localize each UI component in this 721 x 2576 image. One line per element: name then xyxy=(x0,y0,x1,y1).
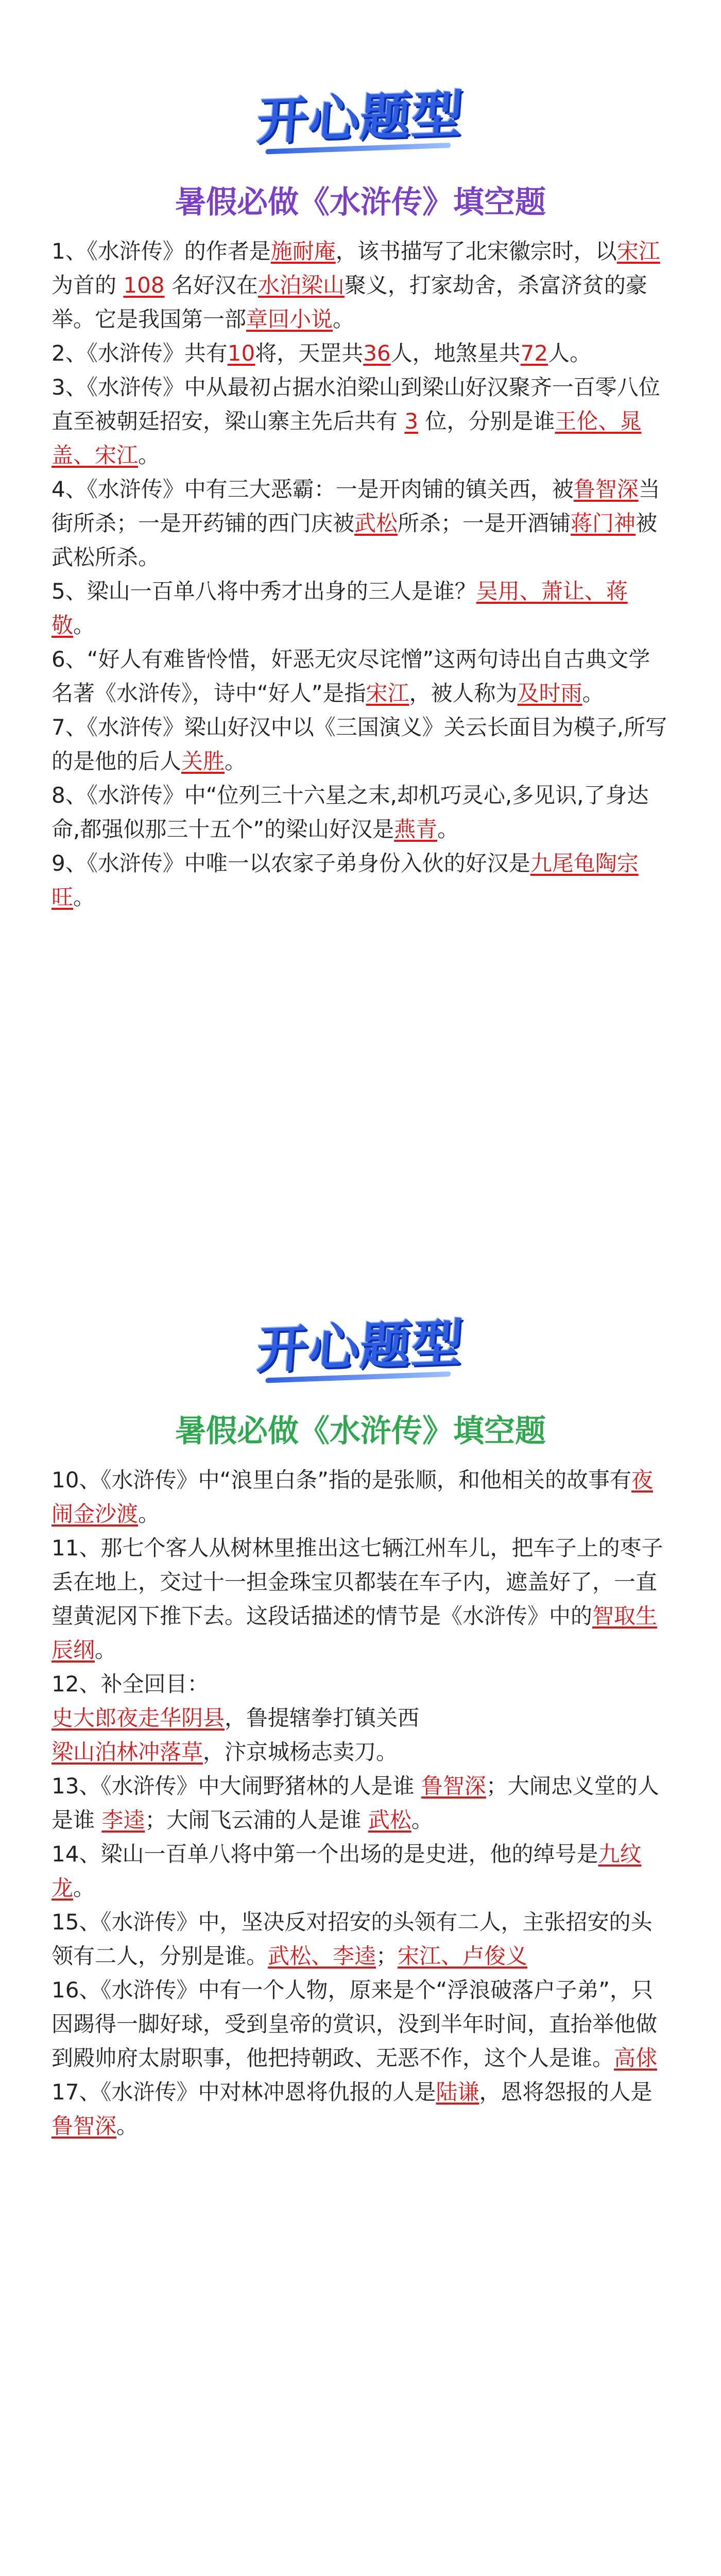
question-q14 xyxy=(52,1837,670,1905)
question-text: 名好汉在 xyxy=(164,273,258,298)
answer-text: 九尾龟陶宗旺 xyxy=(52,851,639,910)
answer-text: 夜闹金沙渡 xyxy=(52,1467,653,1527)
logo-2 xyxy=(0,1306,721,1380)
question-text: 为首的 xyxy=(52,273,124,298)
question-text: 将，天罡共 xyxy=(255,341,364,366)
logo-text xyxy=(255,2572,466,2576)
answer-text: 史大郎夜走华阴县 xyxy=(52,1705,225,1731)
question-text: 。 xyxy=(333,307,355,332)
question-q12c xyxy=(52,1735,670,1769)
question-q8 xyxy=(52,778,670,846)
question-text: 7、《水浒传》梁山好汉中以《三国演义》关云长面目为模子,所写的是他的后人 xyxy=(52,715,667,774)
question-q2 xyxy=(52,336,670,370)
answer-text: 武松 xyxy=(354,511,398,536)
answer-text: 10 xyxy=(227,341,255,366)
question-text: 被武松所杀。 xyxy=(52,511,658,570)
answer-text: 吴用、萧让、蒋敬 xyxy=(52,579,628,638)
question-q13 xyxy=(52,1769,670,1837)
question-text: 。 xyxy=(411,1807,433,1833)
question-q11 xyxy=(52,1531,670,1667)
question-text: 聚义，打家劫舍，杀富济贫的豪举。它是我国第一部 xyxy=(52,273,647,332)
answer-text: 36 xyxy=(363,341,391,366)
question-text: 。 xyxy=(73,1875,95,1901)
question-text: 3、《水浒传》中从最初占据水泊梁山到梁山好汉聚齐一百零八位直至被朝廷招安，梁山寨主先后共有 xyxy=(52,375,660,434)
section-title-2: 暑假必做《水浒传》填空题 xyxy=(175,1413,546,1449)
logo-1 xyxy=(0,77,721,151)
question-text: 2、《水浒传》共有 xyxy=(52,341,228,366)
answer-text: 高俅 xyxy=(614,2045,658,2071)
question-text: 12、补全回目： xyxy=(52,1671,209,1697)
answer-text: 108 xyxy=(123,273,165,298)
answer-text: 水泊梁山 xyxy=(258,273,345,298)
question-text: ，恩将怨报的人是 xyxy=(479,2079,653,2105)
question-text: ；大闹飞云浦的人是谁 xyxy=(145,1807,368,1833)
answer-text: 智取生辰纲 xyxy=(52,1603,658,1663)
answer-text: 梁山泊林冲落草 xyxy=(52,1739,203,1765)
answer-text: 3 xyxy=(404,409,419,434)
section-title-1: 暑假必做《水浒传》填空题 xyxy=(175,184,546,221)
question-text: 10、《水浒传》中“浪里白条”指的是张顺，和他相关的故事有 xyxy=(52,1467,631,1493)
section-2-content xyxy=(52,1463,670,2143)
question-text: 。 xyxy=(95,1637,117,1663)
question-q12a xyxy=(52,1667,670,1701)
question-text: ；大闹忠义堂的人是谁 xyxy=(52,1773,659,1833)
question-q5 xyxy=(52,574,670,642)
answer-text: 鲁智深 xyxy=(52,2113,117,2139)
question-q3 xyxy=(52,370,670,472)
answer-text: 关胜 xyxy=(181,749,225,774)
question-q7 xyxy=(52,710,670,778)
question-q15 xyxy=(52,1905,670,1973)
answer-text: 王伦、晁盖、宋江 xyxy=(52,409,642,468)
question-q10 xyxy=(52,1463,670,1531)
question-q9 xyxy=(52,846,670,914)
question-text: 15、《水浒传》中，坚决反对招安的头领有二人，主张招安的头领有二人，分别是谁。 xyxy=(52,1909,653,1969)
question-q17 xyxy=(52,2075,670,2143)
question-text: 位，分别是谁 xyxy=(418,409,555,434)
question-q16 xyxy=(52,1973,670,2075)
question-text: 8、《水浒传》中“位列三十六星之末,却机巧灵心,多见识,了身达命,都强似那三十五个”的梁山好汉是 xyxy=(52,783,649,842)
question-text: 。 xyxy=(116,2113,139,2139)
question-q12b xyxy=(52,1701,670,1735)
question-text: 。 xyxy=(225,749,247,774)
question-text: 5、梁山一百单八将中秀才出身的三人是谁？ xyxy=(52,579,476,604)
answer-text: 72 xyxy=(520,341,548,366)
question-text: 1、《水浒传》的作者是 xyxy=(52,239,271,264)
question-text: ，被人称为 xyxy=(409,681,518,706)
answer-text: 鲁智深 xyxy=(573,477,639,502)
question-text: 17、《水浒传》中对林冲恩将仇报的人是 xyxy=(52,2079,436,2105)
question-text: 当街所杀；一是开药铺的西门庆被 xyxy=(52,477,660,536)
question-text: 16、《水浒传》中有一个人物，原来是个“浮浪破落户子弟”，只因踢得一脚好球，受到皇帝的赏识，没到半年时间，直抬举他做到殿帅府太尉职事，他把持朝政、无恶不作，这个人是谁。 xyxy=(52,1977,658,2071)
question-text: 。 xyxy=(73,613,95,638)
answer-text: 鲁智深 xyxy=(421,1773,486,1799)
question-q4 xyxy=(52,472,670,574)
question-q6 xyxy=(52,642,670,710)
question-text: 人，地煞星共 xyxy=(390,341,521,366)
answer-text: 燕青 xyxy=(394,817,438,842)
question-text: 13、《水浒传》中大闹野猪林的人是谁 xyxy=(52,1773,421,1799)
question-text: 。 xyxy=(138,1501,160,1527)
answer-text: 李逵 xyxy=(101,1807,145,1833)
answer-text: 蒋门神 xyxy=(571,511,636,536)
question-text: 。 xyxy=(138,443,160,468)
answer-text: 武松、李逵 xyxy=(268,1943,376,1969)
question-text: 所杀；一是开酒铺 xyxy=(398,511,571,536)
answer-text: 九纹龙 xyxy=(52,1841,642,1901)
question-q1 xyxy=(52,234,670,336)
question-text: 。 xyxy=(73,885,95,910)
question-text: 4、《水浒传》中有三大恶霸：一是开肉铺的镇关西，被 xyxy=(52,477,574,502)
section-1-content xyxy=(52,234,670,914)
answer-text: 陆谦 xyxy=(436,2079,479,2105)
logo-text: 开心题型 xyxy=(255,74,466,155)
answer-text: 武松 xyxy=(368,1807,411,1833)
question-text: 6、“好人有难皆怜惜，奸恶无灾尽诧憎”这两句诗出自古典文学名著《水浒传》，诗中“好人”是指 xyxy=(52,647,650,706)
answer-text: 宋江 xyxy=(616,239,660,264)
question-text: 14、梁山一百单八将中第一个出场的是史进，他的绰号是 xyxy=(52,1841,598,1867)
question-text: 9、《水浒传》中唯一以农家子弟身份入伙的好汉是 xyxy=(52,851,530,876)
logo-text: 开心题型 xyxy=(255,1302,466,1383)
question-text: ； xyxy=(376,1943,398,1969)
answer-text: 施耐庵 xyxy=(270,239,336,264)
question-text: ，该书描写了北宋徽宗时，以 xyxy=(335,239,617,264)
answer-text: 宋江、卢俊义 xyxy=(398,1943,528,1969)
question-text: 11、那七个客人从树林里推出这七辆江州车儿，把车子上的枣子丢在地上，交过十一担金珠宝贝都装在车子内，遮盖好了，一直望黄泥冈下推下去。这段话描述的情节是《水浒传》中的 xyxy=(52,1535,663,1629)
question-text: ，鲁提辖拳打镇关西 xyxy=(225,1705,420,1731)
answer-text: 及时雨 xyxy=(517,681,582,706)
question-text: 人。 xyxy=(548,341,592,366)
question-text: 。 xyxy=(437,817,459,842)
answer-text: 宋江 xyxy=(366,681,409,706)
answer-text: 章回小说 xyxy=(246,307,333,332)
question-text: ，汴京城杨志卖刀。 xyxy=(203,1739,398,1765)
question-text: 。 xyxy=(582,681,604,706)
